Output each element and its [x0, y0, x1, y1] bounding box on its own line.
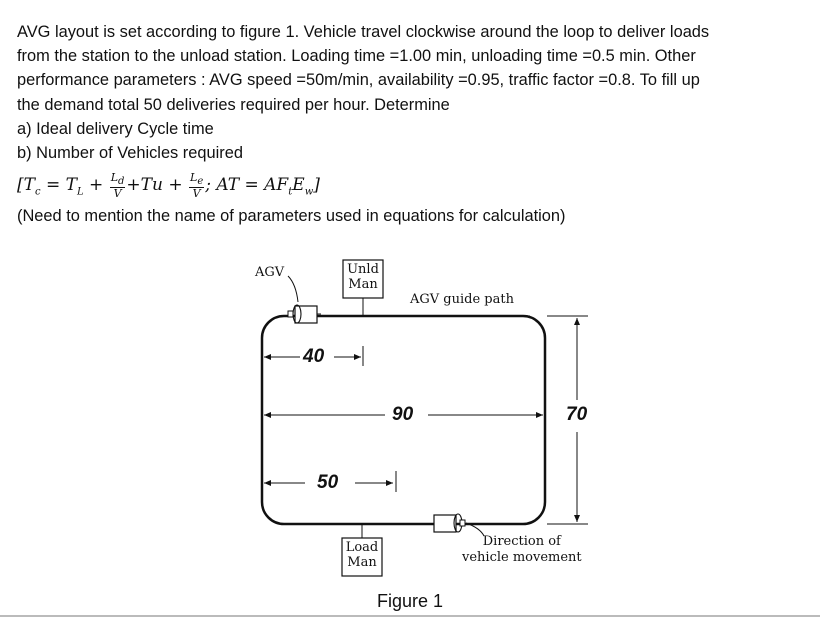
note: (Need to mention the name of parameters used in equations for calculation) [17, 207, 566, 225]
dim-90-label: 90 [392, 404, 414, 425]
problem-line: the demand total 50 deliveries required per hour. Determine [17, 95, 450, 114]
problem-line: AVG layout is set according to figure 1. Vehicle travel clockwise around the loop to deliver loads [17, 23, 710, 41]
guide-path-label: AGV guide path [410, 292, 514, 307]
direction-label-line2: vehicle movement [462, 550, 582, 565]
problem-line: from the station to the unload station. Loading time =1.00 min, unloading time =0.5 min. Other [17, 47, 696, 66]
dim-50-label: 50 [317, 472, 339, 493]
figure-caption: Figure 1 [377, 591, 444, 611]
eq-close-bracket: ] [313, 175, 320, 196]
unload-label-line2: Man [348, 277, 378, 292]
agv-label: AGV [255, 265, 285, 280]
direction-label-line1: Direction of [482, 534, 561, 549]
eq-e: E [292, 175, 305, 196]
load-label-line2: Man [347, 555, 377, 570]
eq-ld-sub: d [118, 176, 125, 188]
question-a: a) Ideal delivery Cycle time [17, 119, 214, 138]
eq-ld: L [110, 171, 119, 184]
dim-70-label: 70 [566, 404, 588, 425]
eq-plus: + [83, 175, 109, 196]
eq-af: AF [264, 175, 289, 196]
eq-equals: = [40, 175, 66, 196]
eq-tu: +Tu [126, 175, 163, 196]
agv-label-leader [288, 276, 298, 302]
eq-tl: T [65, 175, 77, 196]
eq-tc: T [23, 175, 35, 196]
direction-label [462, 534, 582, 566]
eq-at: AT [216, 175, 240, 196]
eq-v: V [192, 187, 201, 201]
eq-equals: = [239, 175, 265, 196]
eq-v: V [113, 187, 122, 201]
eq-tc-sub: c [34, 186, 41, 198]
eq-le: L [190, 171, 198, 184]
eq-af-sub: t [288, 186, 293, 198]
unload-label-line1: Unld [347, 262, 379, 277]
eq-e-sub: w [304, 186, 314, 198]
load-label-line1: Load [345, 540, 379, 555]
problem-line: performance parameters : AVG speed =50m/min, availability =0.95, traffic factor =0.8. To fill up [17, 71, 700, 90]
eq-open-bracket: [ [17, 175, 24, 196]
unload-station-label [344, 262, 382, 292]
eq-semicolon: ; [205, 175, 217, 196]
eq-plus: + [162, 175, 189, 196]
vehicle-bottom-icon [434, 514, 465, 532]
load-station-label [343, 540, 381, 570]
eq-tl-sub: L [77, 186, 84, 198]
eq-le-sub: e [197, 176, 204, 188]
dim-40-label: 40 [303, 346, 325, 367]
question-b: b) Number of Vehicles required [17, 144, 243, 163]
agv-vehicle-icon [288, 305, 321, 323]
